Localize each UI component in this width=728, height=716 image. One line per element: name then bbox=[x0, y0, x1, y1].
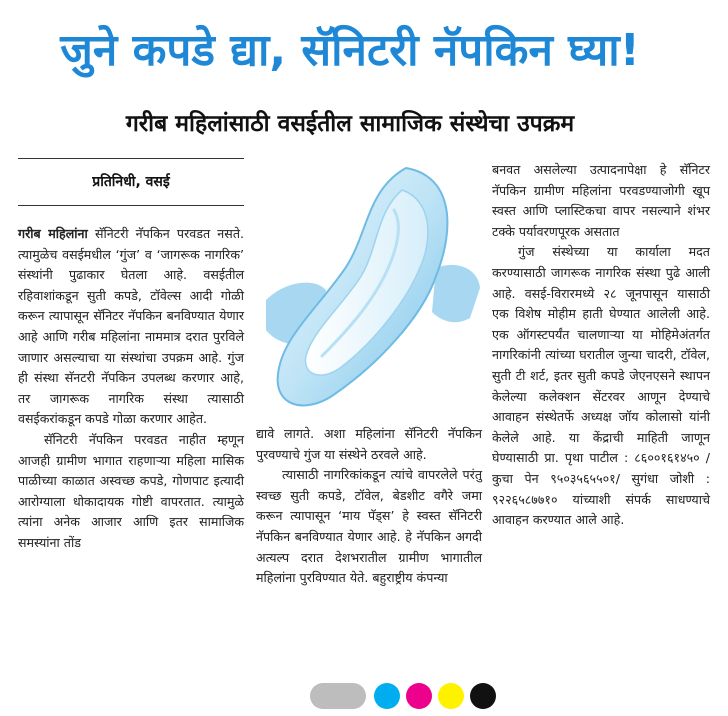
registration-dot-yellow bbox=[438, 683, 464, 709]
registration-dot-cyan bbox=[374, 683, 400, 709]
adjacent-column-edge bbox=[716, 0, 728, 716]
printer-registration-marks bbox=[310, 683, 490, 711]
paragraph: सॅनिटरी नॅपकिन परवडत नाहीत म्हणून आजही ग्रामीण भागात राहणाऱ्या महिला मासिक पाळीच्या काळात अस्वच्छ कपडे, गोणपाट इत्यादी आरोग्याला धोकादायक गोष्टी वापरतात. त्यामुळे त्यांना अनेक आजार आणि इतर सामाजिक समस्यांना तोंड bbox=[18, 431, 244, 550]
article-column-2 bbox=[256, 424, 482, 589]
paragraph: गुंज संस्थेच्या या कार्याला मदत करण्यासाठी जागरूक नागरिक संस्था पुढे आली आहे. वसई-विरारमध्ये २८ जूनपासून यासाठी एक विशेष मोहीम हाती घेण्यात आलेली आहे. एक ऑगस्टपर्यंत चालणाऱ्या या मोहिमेअंतर्गत नागरिकांनी त्यांच्या घरातील जुन्या चादरी, टॉवेल, सुती टी शर्ट, इतर सुती कपडे जेएनएसने स्थापन केलेल्या कलेक्शन सेंटरवर आणून देण्याचे आवाहन संस्थेतर्फे अध्यक्ष जॉय कोलासो यांनी केलेले आहे. या केंद्राची माहिती जाणून घेण्यासाठी प्रा. पृथा पाटील : ८६००१६१४५० / कुचा पेन ९५०३५६५५०१/ सुगंधा जोशी : ९२२६५८७७१० यांच्याशी संपर्क साधण्याचे आवाहन करण्यात आले आहे. bbox=[492, 244, 710, 528]
sanitary-napkin-icon bbox=[256, 160, 482, 416]
paragraph bbox=[18, 224, 244, 430]
paragraph-text: सॅनिटरी नॅपकिन परवडत नसते. त्यामुळेच वसईमधील ‘गुंज’ व ‘जागरूक नागरिक’ संस्थांनी पुढाकार घेतला आहे. वसईतील रहिवाशांकडून सुती कपडे, टॉवेल्स आदी गोळी करून त्यापासून सॅनिटर नॅपकिन बनविण्यात येणार आहे आणि गरीब महिलांना नाममात्र दरात पुरविले जाणार असल्याचा या संस्थांचा उपक्रम आहे. गुंज ही संस्था सॅनटरी नॅपकिन उपलब्ध करणार आहे, तर जागरूक नागरिक संस्था त्यासाठी वसईकरांकडून कपडे गोळा करणार आहेत. bbox=[18, 226, 244, 427]
byline-rule-top bbox=[18, 158, 244, 159]
registration-dot-magenta bbox=[406, 683, 432, 709]
paragraph: द्यावे लागते. अशा महिलांना सॅनिटरी नॅपकिन पुरवण्याचे गुंज या संस्थेने ठरवले आहे. bbox=[256, 426, 482, 462]
paragraph: बनवत असलेल्या उत्पादनापेक्षा हे सॅनिटर नॅपकिन ग्रामीण महिलांना परवडण्याजोगी खूप स्वस्त आणि प्लास्टिकचा वापर नसल्याने शंभर टक्के पर्यावरणपूरक असतात bbox=[492, 162, 710, 239]
byline: प्रतिनिधी, वसई bbox=[92, 174, 170, 190]
registration-dot-black bbox=[470, 683, 496, 709]
headline: जुने कपडे द्या, सॅनिटरी नॅपकिन घ्या! bbox=[60, 25, 640, 76]
byline-rule-bottom bbox=[18, 205, 244, 206]
registration-dot-gray bbox=[310, 683, 366, 709]
subheadline: गरीब महिलांसाठी वसईतील सामाजिक संस्थेचा उपक्रम bbox=[125, 111, 575, 137]
paragraph: त्यासाठी नागरिकांकडून त्यांचे वापरलेले परंतु स्वच्छ सुती कपडे, टॉवेल, बेडशीट वगैरे जमा करून त्यापासून ‘माय पॅड्स’ हे स्वस्त सॅनिटरी नॅपकिन बनविण्यात येणार आहे. हे नॅपकिन अगदी अत्यल्प दरात देशभरातील ग्रामीण भागातील महिलांना पुरविण्यात येते. बहुराष्ट्रीय कंपन्या bbox=[256, 467, 482, 586]
article-column-3 bbox=[492, 160, 710, 531]
lead-bold: गरीब महिलांना bbox=[18, 226, 88, 241]
article-column-1 bbox=[18, 224, 244, 554]
